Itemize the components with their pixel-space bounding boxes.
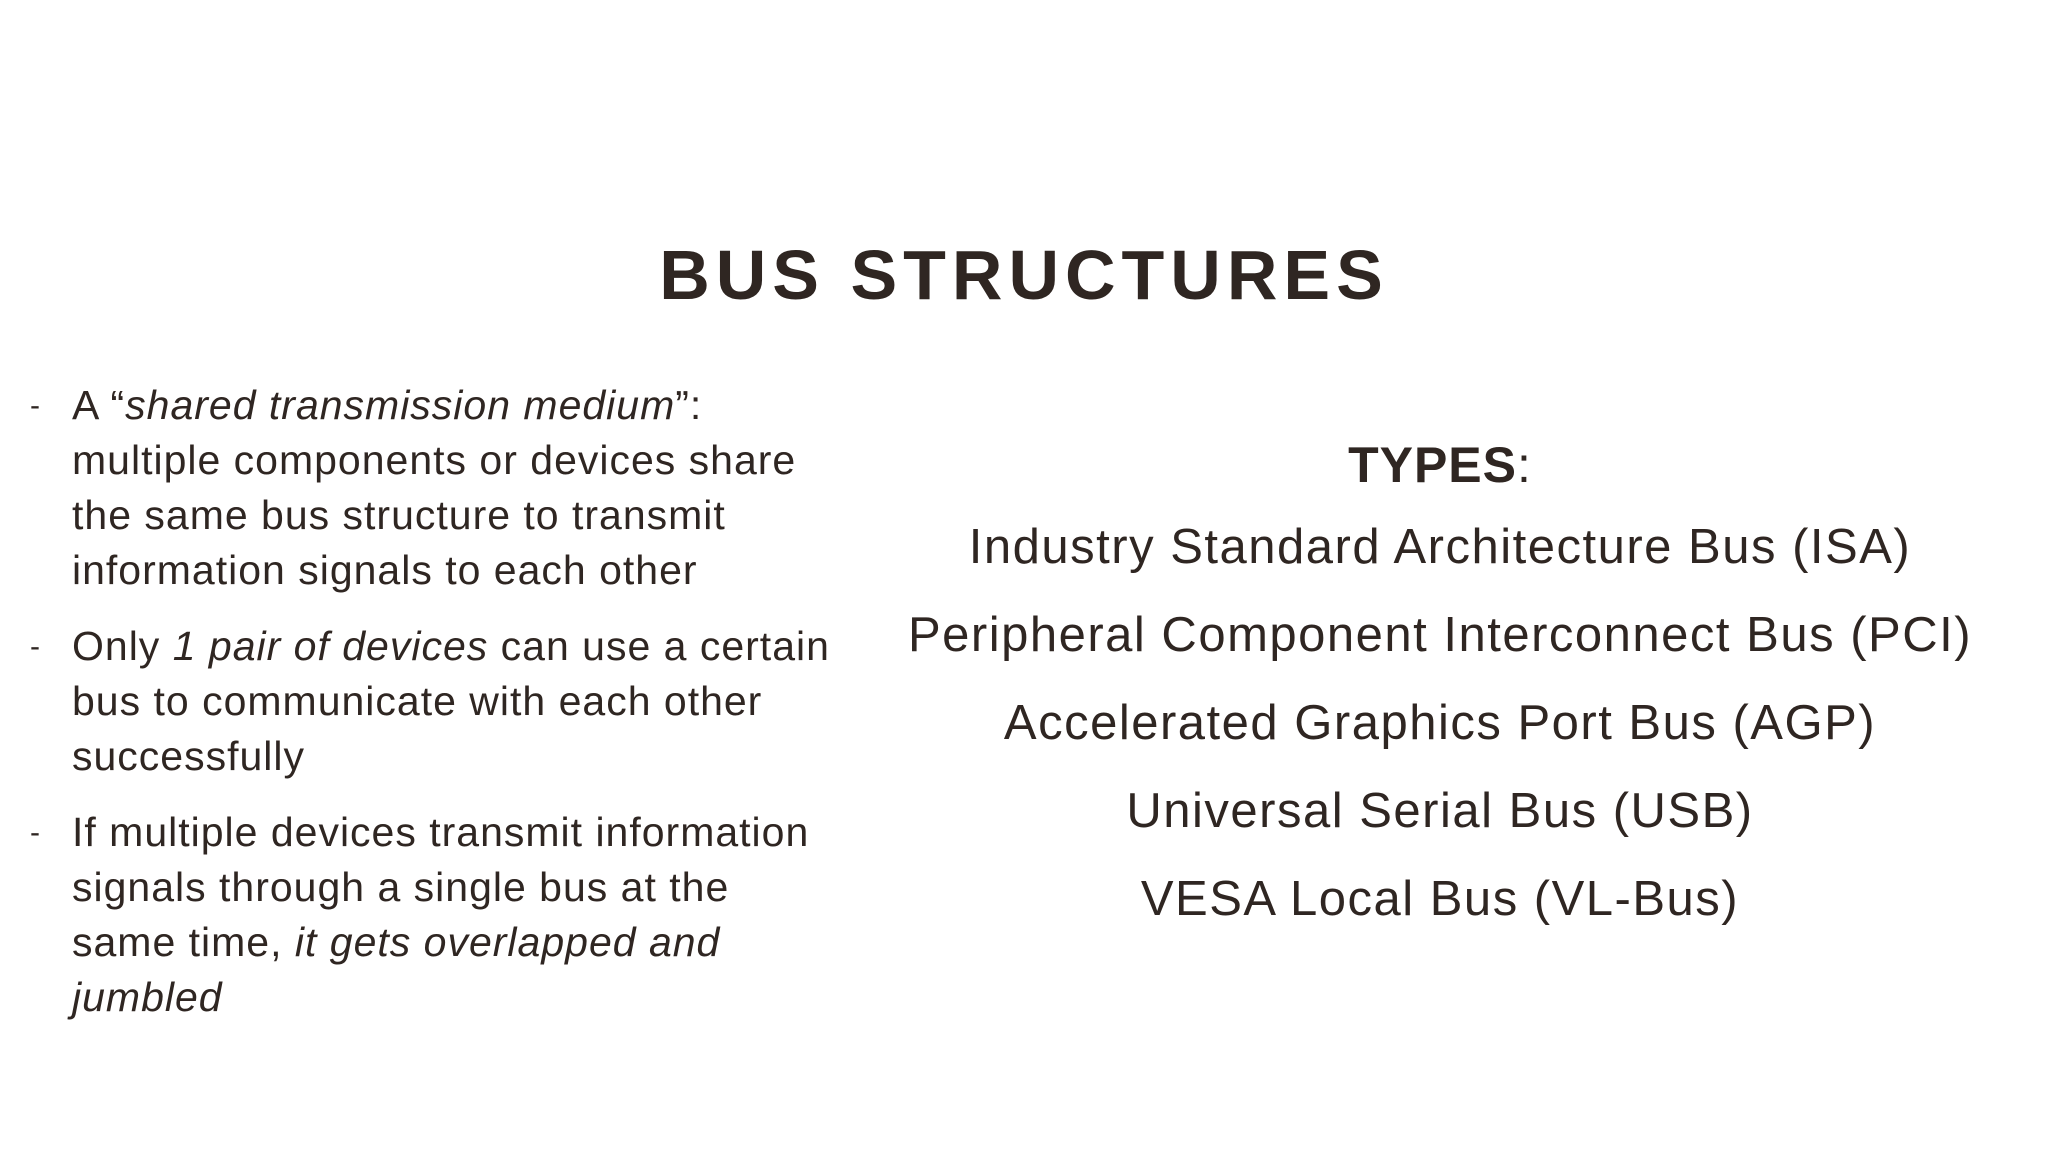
- bullet-emphasis: shared transmission medium: [125, 382, 676, 428]
- bullet-text: Only: [72, 623, 173, 669]
- types-heading-label: TYPES: [1348, 437, 1518, 493]
- types-heading-colon: :: [1517, 437, 1532, 493]
- types-panel: [860, 435, 2020, 957]
- type-item-pci: Peripheral Component Interconnect Bus (PCI): [907, 608, 1973, 662]
- bullet-text: If multiple devices transmit information signals through a single bus at the same time,: [72, 809, 810, 965]
- type-item-agp: Accelerated Graphics Port Bus (AGP): [1003, 696, 1877, 750]
- bullet-item: [30, 619, 830, 784]
- bullet-list: [30, 378, 830, 1046]
- types-heading: [860, 435, 2020, 495]
- bullet-text: can use a certain bus to communicate with each other successfully: [72, 623, 830, 779]
- bullet-text: ”: multiple components or devices share the same bus structure to transmit information signals to each other: [72, 382, 797, 593]
- slide-title: BUS STRUCTURES: [659, 236, 1389, 314]
- bullet-marker: -: [30, 389, 41, 422]
- bullet-marker: -: [30, 816, 41, 849]
- bullet-text: A “: [72, 382, 126, 428]
- bullet-emphasis: it gets overlapped and jumbled: [72, 919, 721, 1020]
- bullet-emphasis: 1 pair of devices: [172, 623, 489, 669]
- type-item-vl-bus: VESA Local Bus (VL-Bus): [1140, 872, 1740, 926]
- type-item-isa: Industry Standard Architecture Bus (ISA): [968, 520, 1912, 574]
- bullet-item: [30, 378, 830, 598]
- bullet-marker: -: [30, 630, 41, 663]
- bullet-item: [30, 805, 830, 1025]
- type-item-usb: Universal Serial Bus (USB): [1126, 784, 1754, 838]
